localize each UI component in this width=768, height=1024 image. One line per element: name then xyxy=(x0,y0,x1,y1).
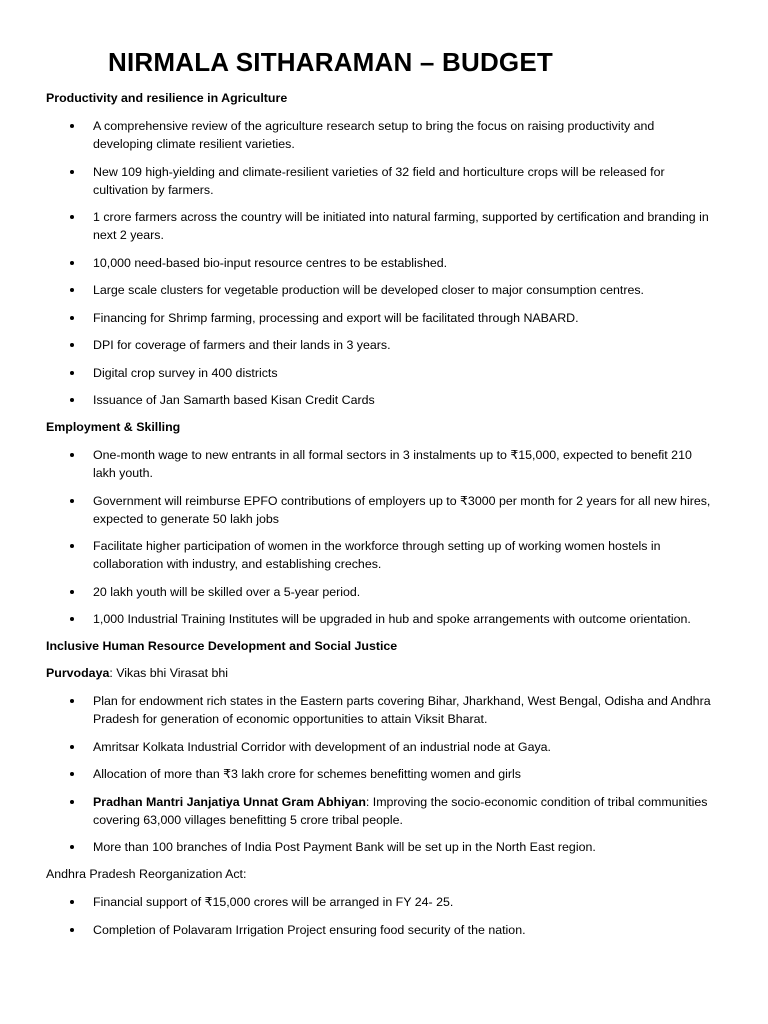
list-item: 1 crore farmers across the country will be initiated into natural farming, supported by certification and branding in next 2 years. xyxy=(46,208,716,244)
list-item: Issuance of Jan Samarth based Kisan Credit Cards xyxy=(46,391,716,409)
inclusive-list xyxy=(46,692,716,856)
employment-list xyxy=(46,446,716,628)
purvodaya-heading xyxy=(46,664,716,682)
list-item: Allocation of more than ₹3 lakh crore for schemes benefitting women and girls xyxy=(46,765,716,783)
list-item: Completion of Polavaram Irrigation Project ensuring food security of the nation. xyxy=(46,921,716,939)
agriculture-list xyxy=(46,117,716,409)
list-item: 20 lakh youth will be skilled over a 5-year period. xyxy=(46,583,716,601)
list-item: Large scale clusters for vegetable production will be developed closer to major consumption centres. xyxy=(46,281,716,299)
list-item: One-month wage to new entrants in all formal sectors in 3 instalments up to ₹15,000, expected to benefit 210 lakh youth. xyxy=(46,446,716,482)
list-item: Digital crop survey in 400 districts xyxy=(46,364,716,382)
list-item: 1,000 Industrial Training Institutes will be upgraded in hub and spoke arrangements with outcome orientation. xyxy=(46,610,716,628)
list-item: A comprehensive review of the agriculture research setup to bring the focus on raising productivity and developing climate resilient varieties. xyxy=(46,117,716,153)
list-item: Amritsar Kolkata Industrial Corridor with development of an industrial node at Gaya. xyxy=(46,738,716,756)
section-heading-agriculture: Productivity and resilience in Agriculture xyxy=(46,91,288,105)
list-item: Financing for Shrimp farming, processing and export will be facilitated through NABARD. xyxy=(46,309,716,327)
document-body xyxy=(46,89,716,948)
list-item: More than 100 branches of India Post Payment Bank will be set up in the North East region. xyxy=(46,838,716,856)
pm-scheme-name: Pradhan Mantri Janjatiya Unnat Gram Abhiyan xyxy=(93,794,366,809)
document-title: NIRMALA SITHARAMAN – BUDGET xyxy=(108,47,553,77)
list-item: Financial support of ₹15,000 crores will be arranged in FY 24- 25. xyxy=(46,893,716,911)
list-item-pm-scheme xyxy=(46,793,716,829)
pm-scheme-desc: : Improving the socio-economic condition of tribal communities covering 63,000 villages benefitting 5 crore tribal people. xyxy=(93,794,708,827)
list-item: Government will reimburse EPFO contributions of employers up to ₹3000 per month for 2 years for all new hires, expected to generate 50 lakh jobs xyxy=(46,492,716,528)
purvodaya-lead: Purvodaya xyxy=(46,666,110,680)
section-heading-andhra: Andhra Pradesh Reorganization Act: xyxy=(46,867,247,881)
list-item: Facilitate higher participation of women in the workforce through setting up of working women hostels in collaboration with industry, and establishing creches. xyxy=(46,537,716,573)
section-heading-inclusive: Inclusive Human Resource Development and Social Justice xyxy=(46,639,398,653)
list-item: New 109 high-yielding and climate-resilient varieties of 32 field and horticulture crops will be released for cultivation by farmers. xyxy=(46,163,716,199)
list-item: 10,000 need-based bio-input resource centres to be established. xyxy=(46,254,716,272)
purvodaya-rest: : Vikas bhi Virasat bhi xyxy=(109,666,229,680)
list-item: DPI for coverage of farmers and their lands in 3 years. xyxy=(46,336,716,354)
list-item: Plan for endowment rich states in the Eastern parts covering Bihar, Jharkhand, West Bengal, Odisha and Andhra Pradesh for generation of economic opportunities to attain Viksit Bharat. xyxy=(46,692,716,728)
andhra-list xyxy=(46,893,716,939)
section-heading-employment: Employment & Skilling xyxy=(46,420,181,434)
